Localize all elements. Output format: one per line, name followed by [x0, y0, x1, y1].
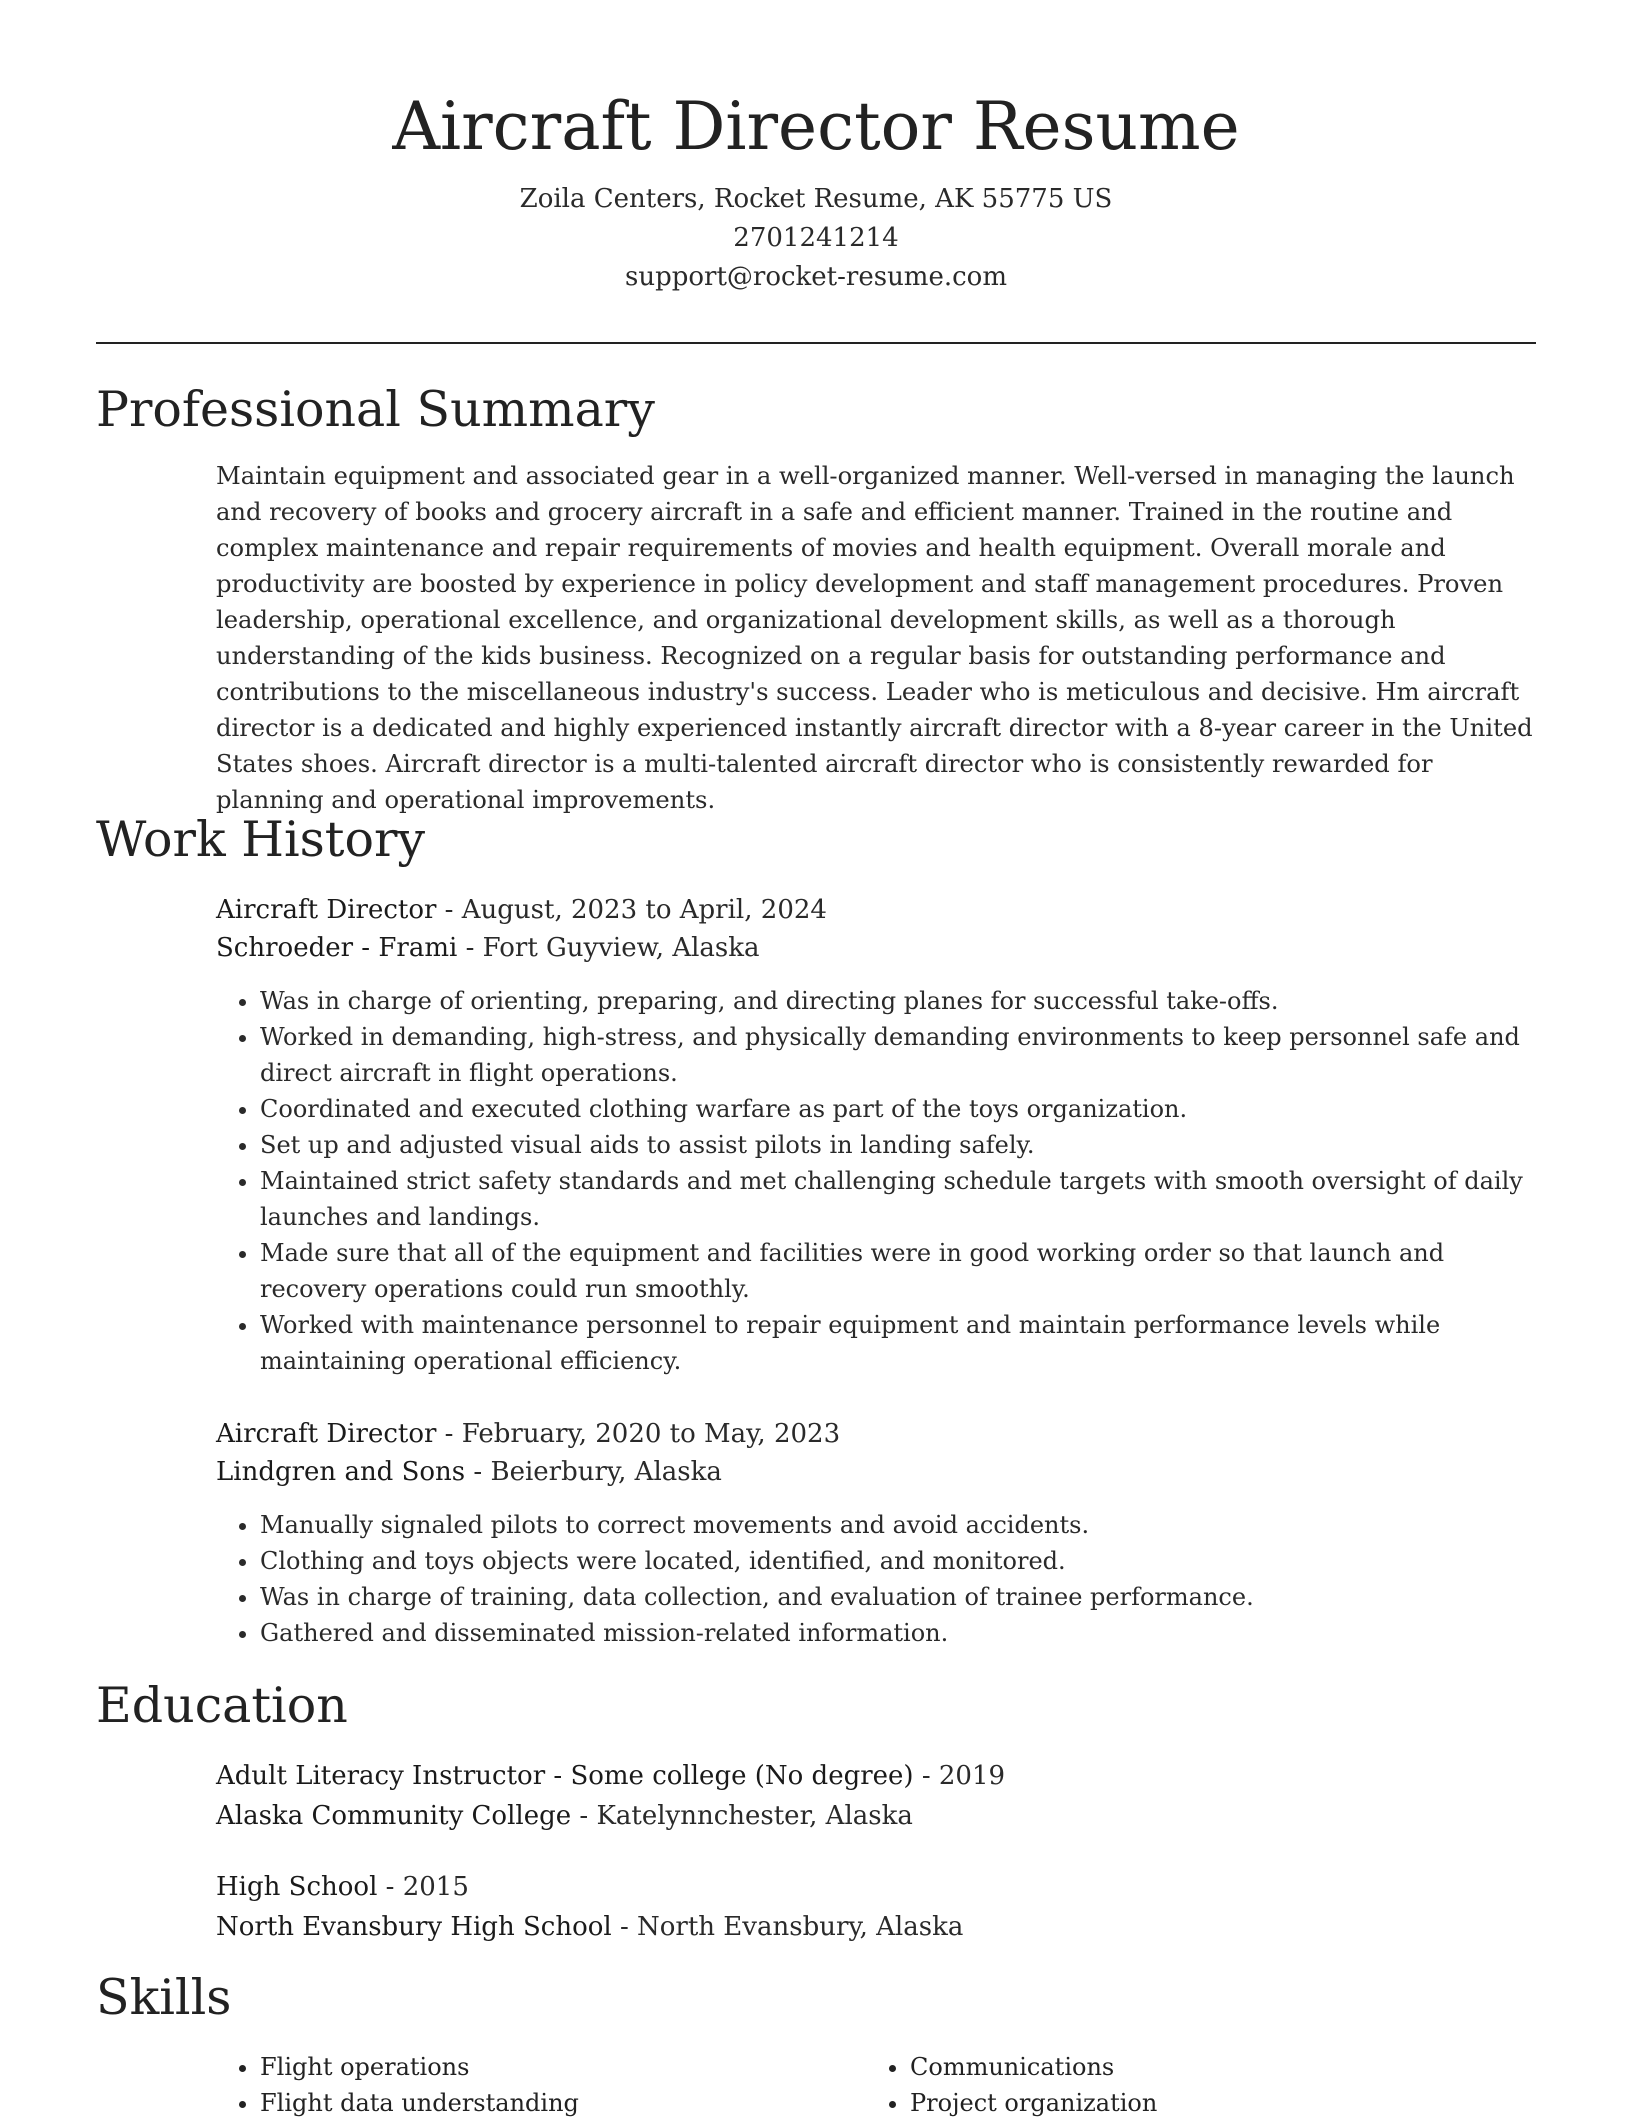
skill-item: • Project organization: [910, 2085, 1486, 2121]
education-entry: [216, 1757, 1536, 1835]
job-title-line: [216, 891, 1536, 929]
work-history-heading: Work History: [96, 811, 426, 868]
school-line: [216, 1908, 1536, 1946]
resume-header: [96, 82, 1536, 297]
job-employer: Lindgren and Sons: [216, 1457, 466, 1487]
job-employer: Schroeder - Frami: [216, 933, 458, 963]
list-item: • Worked with maintenance personnel to repair equipment and maintain performance levels while maintaining operational efficiency.: [260, 1307, 1536, 1379]
skill-item: • Flight data understanding: [260, 2085, 836, 2121]
list-item: • Set up and adjusted visual aids to assist pilots in landing safely.: [260, 1127, 1536, 1163]
resume-title: Aircraft Director Resume: [392, 88, 1240, 165]
job-dates: - February, 2020 to May, 2023: [436, 1419, 841, 1449]
education-heading: Education: [96, 1677, 348, 1734]
skill-item: • Flight operations: [260, 2049, 836, 2085]
school-location: - North Evansbury, Alaska: [611, 1912, 964, 1942]
skills-heading: Skills: [96, 1969, 232, 2026]
job-entry: [216, 891, 1536, 1379]
job-title: Aircraft Director: [216, 895, 437, 925]
degree: High School: [216, 1872, 378, 1902]
degree-line: [216, 1868, 1536, 1906]
school-line: [216, 1797, 1536, 1835]
job-location: - Fort Guyview, Alaska: [457, 933, 760, 963]
list-item: • Maintained strict safety standards and met challenging schedule targets with smooth oversight of daily launches and landings.: [260, 1163, 1536, 1235]
list-item: • Gathered and disseminated mission-related information.: [260, 1615, 1536, 1651]
contact-address: Zoila Centers, Rocket Resume, AK 55775 US: [519, 184, 1113, 214]
header-divider: [96, 342, 1536, 344]
job-employer-line: [216, 1453, 1536, 1491]
list-item: • Was in charge of training, data collection, and evaluation of trainee performance.: [260, 1579, 1536, 1615]
job-entry: [216, 1415, 1536, 1651]
list-item: • Manually signaled pilots to correct movements and avoid accidents.: [260, 1507, 1536, 1543]
school-location: - Katelynnchester, Alaska: [571, 1801, 913, 1831]
job-location: - Beierbury, Alaska: [465, 1457, 722, 1487]
summary-heading: Professional Summary: [96, 381, 655, 438]
job-dates: - August, 2023 to April, 2024: [436, 895, 827, 925]
list-item: • Worked in demanding, high-stress, and physically demanding environments to keep personnel safe and direct aircraft in flight operations.: [260, 1019, 1536, 1091]
skill-item: • Communications: [910, 2049, 1486, 2085]
school: Alaska Community College: [216, 1801, 572, 1831]
degree-line: [216, 1757, 1536, 1795]
degree: Adult Literacy Instructor - Some college (No degree): [216, 1761, 914, 1791]
skills-list-right: [866, 2049, 1486, 2121]
job-bullets: [216, 1507, 1536, 1651]
list-item: • Was in charge of orienting, preparing, and directing planes for successful take-offs.: [260, 983, 1536, 1019]
job-title-line: [216, 1415, 1536, 1453]
skills-list-left: [216, 2049, 836, 2121]
list-item: • Clothing and toys objects were located, identified, and monitored.: [260, 1543, 1536, 1579]
list-item: • Made sure that all of the equipment and facilities were in good working order so that launch and recovery operations could run smoothly.: [260, 1235, 1536, 1307]
degree-year: - 2015: [377, 1872, 469, 1902]
contact-email[interactable]: support@rocket-resume.com: [624, 262, 1007, 292]
contact-phone: 2701241214: [733, 223, 899, 253]
job-employer-line: [216, 929, 1536, 967]
summary-text: Maintain equipment and associated gear in a well-organized manner. Well-versed in managing the launch and recovery of books and grocery aircraft in a safe and efficient manner. Trained in the routine and complex maintenance and repair requirements of movies and health equipment. Overall morale and productivity are boosted by experience in policy development and staff management procedures. Proven leadership, operational excellence, and organizational development skills, as well as a thorough understanding of the kids business. Recognized on a regular basis for outstanding performance and contributions to the miscellaneous industry's success. Leader who is meticulous and decisive. Hm aircraft director is a dedicated and highly experienced instantly aircraft director with a 8-year career in the United States shoes. Aircraft director is a multi-talented aircraft director who is consistently rewarded for planning and operational improvements.: [216, 462, 1533, 814]
summary-section: [216, 458, 1536, 818]
education-entry: [216, 1868, 1536, 1946]
school: North Evansbury High School: [216, 1912, 612, 1942]
list-item: • Coordinated and executed clothing warfare as part of the toys organization.: [260, 1091, 1536, 1127]
job-bullets: [216, 983, 1536, 1379]
job-title: Aircraft Director: [216, 1419, 437, 1449]
degree-year: - 2019: [913, 1761, 1006, 1791]
